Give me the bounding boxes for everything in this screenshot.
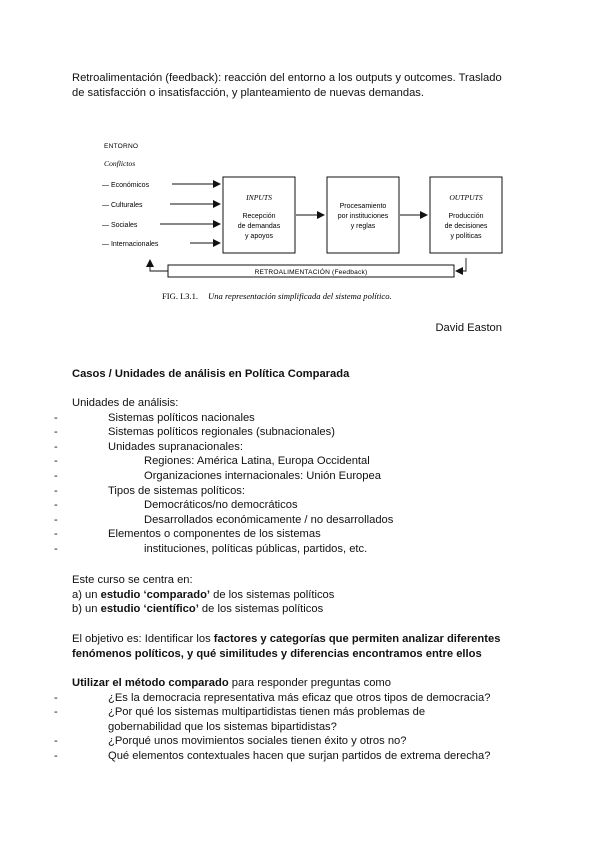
intro-paragraph bbox=[72, 71, 532, 100]
outputs-line-1: Producción bbox=[448, 213, 484, 220]
unit-subitem: - instituciones, políticas públicas, partidos, etc. bbox=[72, 542, 532, 557]
intro-line-1: Retroalimentación (feedback): reacción del entorno a los outputs y outcomes. Traslado bbox=[72, 72, 502, 84]
input-internacionales: — Internacionales bbox=[102, 241, 159, 248]
figure-caption bbox=[162, 291, 392, 301]
input-economicos: — Económicos bbox=[102, 182, 150, 189]
method-section bbox=[72, 676, 532, 764]
question-item: - Qué elementos contextuales hacen que surjan partidos de extrema derecha? bbox=[72, 749, 496, 764]
process-line-1: Procesamiento bbox=[339, 203, 387, 210]
intro-line-2: de satisfacción o insatisfacción, y planteamiento de nuevas demandas. bbox=[72, 86, 424, 99]
course-section bbox=[72, 573, 532, 617]
objective-prefix: El objetivo es: Identificar los bbox=[72, 633, 214, 645]
outputs-line-3: y políticas bbox=[450, 233, 482, 240]
unit-item: - Tipos de sistemas políticos: bbox=[72, 484, 532, 499]
feedback-arrow-out bbox=[456, 258, 466, 271]
unit-subitem: - Regiones: América Latina, Europa Occidental bbox=[72, 454, 532, 469]
political-system-diagram bbox=[92, 136, 512, 306]
unit-subitem: - Desarrollados económicamente / no desarrollados bbox=[72, 513, 532, 528]
course-a-prefix: a) un bbox=[72, 588, 101, 601]
method-intro bbox=[72, 676, 532, 691]
course-b-prefix: b) un bbox=[72, 603, 101, 616]
question-item: - ¿Por qué los sistemas multipartidistas tienen más problemas de gobernabilidad que los sistemas bipartidistas? bbox=[72, 705, 496, 734]
feedback-label: RETROALIMENTACIÓN (Feedback) bbox=[254, 269, 368, 276]
objective-line-1 bbox=[72, 632, 532, 647]
units-list bbox=[72, 411, 532, 557]
input-culturales: — Culturales bbox=[102, 202, 143, 209]
section-heading: Casos / Unidades de análisis en Política Comparada bbox=[72, 368, 350, 380]
units-section bbox=[72, 396, 532, 557]
course-intro: Este curso se centra en: bbox=[72, 574, 193, 586]
method-bold: Utilizar el método comparado bbox=[72, 677, 229, 689]
inputs-title: INPUTS bbox=[246, 193, 272, 202]
question-item: - ¿Es la democracia representativa más eficaz que otros tipos de democracia? bbox=[72, 691, 496, 706]
caption-label: FIG. I.3.1. bbox=[162, 291, 199, 301]
inputs-line-1: Recepción bbox=[242, 213, 276, 220]
outputs-title: OUTPUTS bbox=[449, 193, 483, 202]
question-item: - ¿Porqué unos movimientos sociales tienen éxito y otros no? bbox=[72, 734, 496, 749]
course-b-bold: estudio ‘científico’ bbox=[100, 603, 199, 616]
objective-bold-2: fenómenos políticos, y qué similitudes y diferencias encontramos entre ellos bbox=[72, 647, 482, 660]
objective-line-2 bbox=[72, 647, 532, 662]
feedback-arrow-in bbox=[150, 260, 168, 271]
caption-text: Una representación simplificada del sistema político. bbox=[208, 291, 392, 301]
inputs-line-3: y apoyos bbox=[244, 233, 274, 240]
conflictos-label: Conflictos bbox=[104, 159, 136, 168]
questions-list bbox=[72, 691, 496, 764]
input-sociales: — Sociales bbox=[102, 222, 138, 229]
course-line-a bbox=[72, 588, 532, 603]
objective-bold-1: factores y categorías que permiten analizar diferentes bbox=[213, 633, 501, 645]
units-title: Unidades de análisis: bbox=[72, 397, 179, 409]
course-line-b bbox=[72, 602, 532, 617]
outputs-line-2: de decisiones bbox=[444, 223, 488, 230]
course-a-bold: estudio ‘comparado’ bbox=[100, 588, 211, 601]
author-credit: David Easton bbox=[435, 322, 502, 334]
unit-subitem: - Organizaciones internacionales: Unión Europea bbox=[72, 469, 532, 484]
unit-item: - Sistemas políticos nacionales bbox=[72, 411, 532, 426]
method-rest: para responder preguntas como bbox=[228, 677, 391, 689]
unit-subitem: - Democráticos/no democráticos bbox=[72, 498, 532, 513]
objective-paragraph bbox=[72, 632, 532, 661]
unit-item: - Sistemas políticos regionales (subnacionales) bbox=[72, 425, 532, 440]
process-line-3: y reglas bbox=[350, 223, 376, 230]
course-a-suffix: de los sistemas políticos bbox=[210, 588, 335, 601]
unit-item: - Elementos o componentes de los sistemas bbox=[72, 527, 532, 542]
entorno-label: ENTORNO bbox=[104, 143, 139, 150]
process-line-2: por instituciones bbox=[337, 213, 389, 220]
unit-item: - Unidades supranacionales: bbox=[72, 440, 532, 455]
course-b-suffix: de los sistemas políticos bbox=[198, 603, 324, 616]
inputs-line-2: de demandas bbox=[237, 223, 281, 230]
